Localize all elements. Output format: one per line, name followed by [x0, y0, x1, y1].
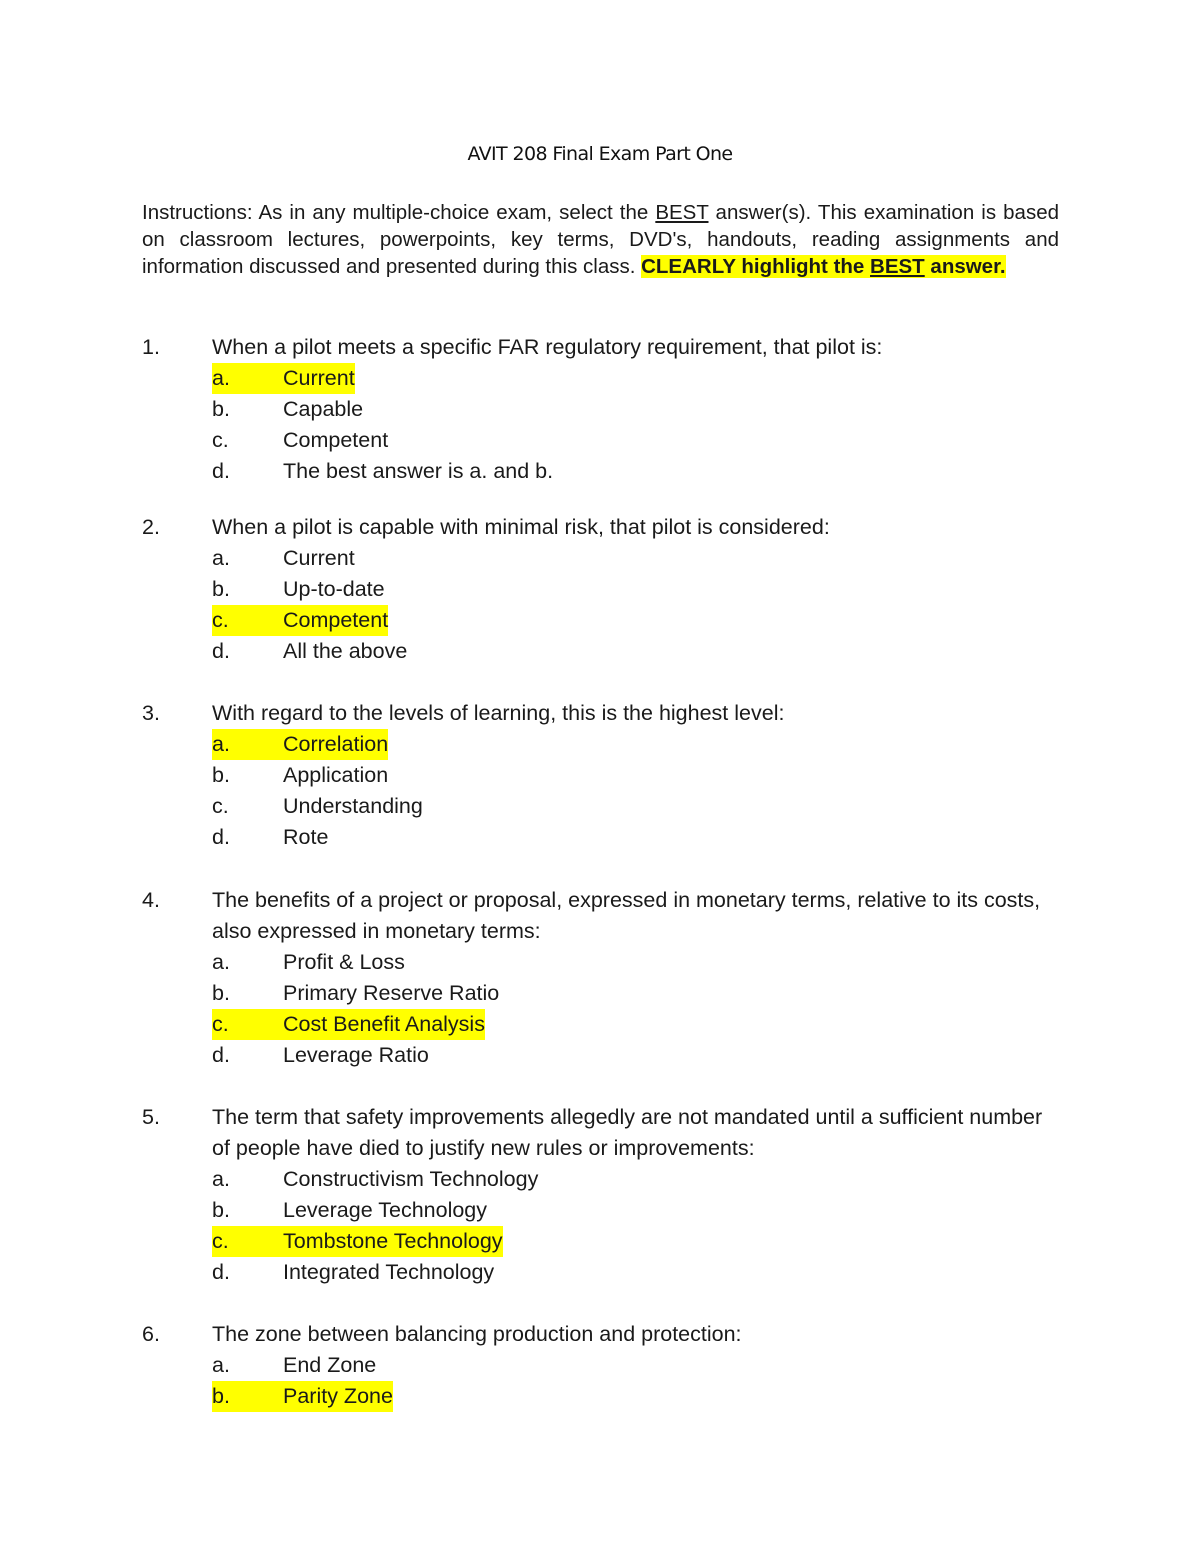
option-highlight: [212, 425, 388, 456]
option-highlight: [212, 1381, 393, 1412]
question-text: The zone between balancing production and protection:: [212, 1322, 742, 1346]
option-highlight: [212, 1009, 485, 1040]
question-text: With regard to the levels of learning, this is the highest level:: [212, 701, 785, 725]
option-letter: b.: [212, 1198, 230, 1222]
option-text: All the above: [283, 639, 408, 663]
option-text: Competent: [283, 608, 389, 632]
option-letter: a.: [212, 366, 230, 390]
question-6: [142, 1319, 1062, 1412]
instructions-text: Instructions: As in any multiple-choice exam, select the: [142, 201, 656, 224]
highlight-instruction-end: answer.: [924, 255, 1006, 278]
option-text: Current: [283, 366, 355, 390]
option-text: Cost Benefit Analysis: [283, 1012, 485, 1036]
option-text: Primary Reserve Ratio: [283, 981, 500, 1005]
option-highlight: [212, 363, 355, 394]
option-letter: a.: [212, 1167, 230, 1191]
option-text: Tombstone Technology: [283, 1229, 503, 1253]
option-highlight: [212, 1350, 376, 1381]
option-highlight: [212, 760, 388, 791]
question-5: [142, 1102, 1062, 1288]
answer-option[interactable]: [212, 729, 1062, 760]
instructions-paragraph: [142, 199, 1059, 280]
option-letter: d.: [212, 825, 230, 849]
option-text: End Zone: [283, 1353, 377, 1377]
option-highlight: [212, 1257, 494, 1288]
answer-option[interactable]: [212, 1040, 1062, 1071]
option-letter: c.: [212, 1012, 229, 1036]
answer-option[interactable]: [212, 978, 1062, 1009]
option-letter: d.: [212, 1043, 230, 1067]
option-text: Up-to-date: [283, 577, 385, 601]
answer-option[interactable]: [212, 822, 1062, 853]
question-text: The benefits of a project or proposal, expressed in monetary terms, relative to its costs, also expressed in monetary terms:: [212, 888, 1041, 943]
answer-option[interactable]: [212, 363, 1062, 394]
question-number: 2.: [142, 515, 160, 539]
answer-option[interactable]: [212, 543, 1062, 574]
question-number: 4.: [142, 888, 160, 912]
option-highlight: [212, 791, 423, 822]
option-text: Correlation: [283, 732, 389, 756]
option-letter: a.: [212, 732, 230, 756]
exam-title: AVIT 208 Final Exam Part One: [467, 143, 733, 165]
answer-option[interactable]: [212, 1226, 1062, 1257]
option-highlight: [212, 947, 405, 978]
option-text: Leverage Technology: [283, 1198, 488, 1222]
option-text: The best answer is a. and b.: [283, 459, 554, 483]
answer-option[interactable]: [212, 1381, 1062, 1412]
answer-option[interactable]: [212, 394, 1062, 425]
question-1: [142, 332, 1062, 487]
option-text: Profit & Loss: [283, 950, 405, 974]
answer-option[interactable]: [212, 760, 1062, 791]
option-letter: b.: [212, 981, 230, 1005]
option-text: Rote: [283, 825, 329, 849]
instructions-best: BEST: [655, 201, 709, 224]
highlight-instruction: [641, 255, 1006, 278]
option-highlight: [212, 574, 385, 605]
answer-option[interactable]: [212, 1350, 1062, 1381]
question-number: 3.: [142, 701, 160, 725]
question-text: When a pilot meets a specific FAR regulatory requirement, that pilot is:: [212, 335, 883, 359]
option-text: Parity Zone: [283, 1384, 393, 1408]
option-highlight: [212, 1040, 429, 1071]
option-letter: a.: [212, 950, 230, 974]
answer-option[interactable]: [212, 1009, 1062, 1040]
option-letter: c.: [212, 1229, 229, 1253]
answer-option[interactable]: [212, 425, 1062, 456]
question-3: [142, 698, 1062, 853]
answer-option[interactable]: [212, 1164, 1062, 1195]
highlight-instruction-text: CLEARLY highlight the: [641, 255, 871, 278]
option-highlight: [212, 1226, 503, 1257]
option-highlight: [212, 543, 355, 574]
instructions-text-cont: answer(s). This examination is based on classroom lectures, powerpoints, key terms, DVD's, handouts, reading assignments and information discussed and presented during this class.: [142, 201, 1059, 278]
option-text: Integrated Technology: [283, 1260, 495, 1284]
option-highlight: [212, 978, 499, 1009]
answer-option[interactable]: [212, 791, 1062, 822]
answer-option[interactable]: [212, 1195, 1062, 1226]
highlight-instruction-best: BEST: [870, 255, 925, 278]
option-text: Understanding: [283, 794, 423, 818]
option-text: Current: [283, 546, 355, 570]
option-letter: d.: [212, 459, 230, 483]
option-letter: b.: [212, 397, 230, 421]
option-letter: c.: [212, 608, 229, 632]
option-highlight: [212, 605, 388, 636]
option-text: Competent: [283, 428, 389, 452]
option-text: Constructivism Technology: [283, 1167, 539, 1191]
answer-option[interactable]: [212, 456, 1062, 487]
question-number: 5.: [142, 1105, 160, 1129]
option-highlight: [212, 1164, 538, 1195]
option-letter: d.: [212, 639, 230, 663]
answer-option[interactable]: [212, 605, 1062, 636]
question-4: [142, 885, 1062, 1071]
option-letter: a.: [212, 1353, 230, 1377]
answer-option[interactable]: [212, 574, 1062, 605]
option-highlight: [212, 822, 328, 853]
question-number: 1.: [142, 335, 160, 359]
answer-option[interactable]: [212, 1257, 1062, 1288]
question-text: The term that safety improvements allegedly are not mandated until a sufficient number of people have died to justify new rules or improvements:: [212, 1105, 1043, 1160]
question-number: 6.: [142, 1322, 160, 1346]
option-letter: a.: [212, 546, 230, 570]
option-highlight: [212, 1195, 487, 1226]
option-letter: b.: [212, 1384, 230, 1408]
answer-option[interactable]: [212, 636, 1062, 667]
option-letter: d.: [212, 1260, 230, 1284]
option-text: Application: [283, 763, 389, 787]
option-letter: b.: [212, 577, 230, 601]
option-letter: c.: [212, 794, 229, 818]
option-letter: c.: [212, 428, 229, 452]
option-text: Capable: [283, 397, 364, 421]
answer-option[interactable]: [212, 947, 1062, 978]
question-2: [142, 512, 1062, 667]
option-highlight: [212, 636, 407, 667]
option-text: Leverage Ratio: [283, 1043, 429, 1067]
option-highlight: [212, 394, 363, 425]
option-letter: b.: [212, 763, 230, 787]
option-highlight: [212, 729, 388, 760]
option-highlight: [212, 456, 553, 487]
question-text: When a pilot is capable with minimal risk, that pilot is considered:: [212, 515, 830, 539]
